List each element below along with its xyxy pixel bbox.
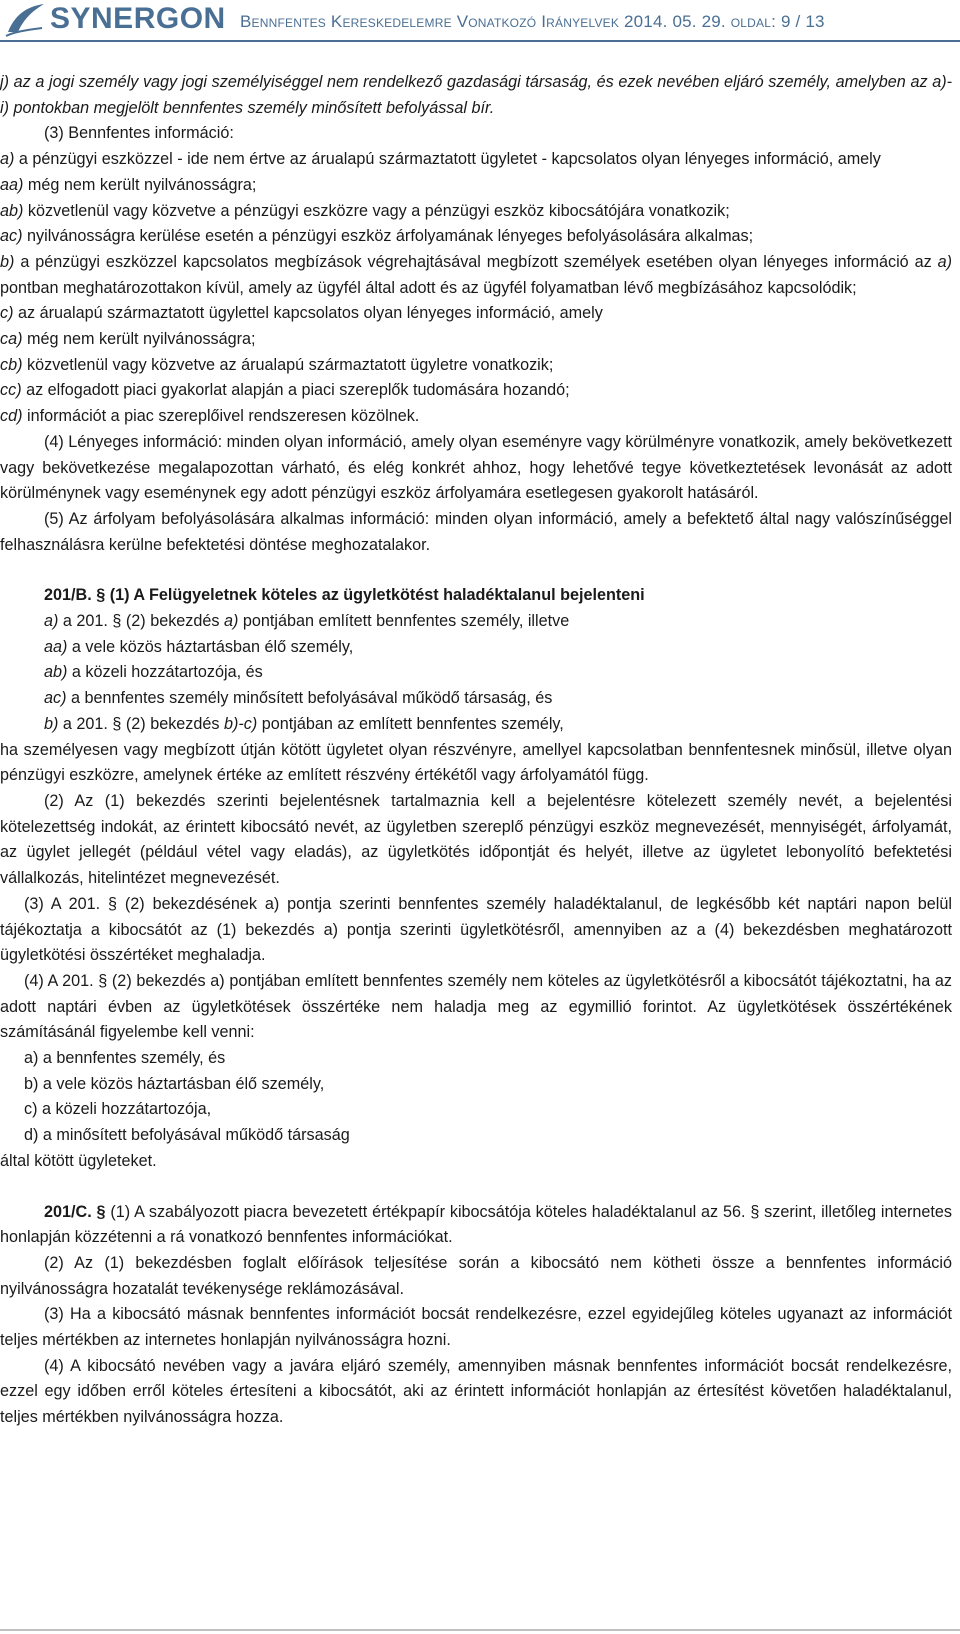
- paragraph-3-c: c) az árualapú származtatott ügylettel kapcsolatos olyan lényeges információ, amely: [0, 304, 603, 323]
- paragraph-3-a: a) a pénzügyi eszközzel - ide nem értve az árualapú származtatott ügyletet - kapcsolatos olyan lényeges információ, amely: [0, 150, 881, 169]
- paragraph-4: (4) Lényeges információ: minden olyan információ, amely olyan eseményre vagy körülményre vonatkozik, amely bekövetkezett vagy bekövetkezése megalapozottan várható, és elég konkrét ahhoz, hogy lehetővé tegye következtetések levonását az adott körülménynek vagy eseménynek egy adott pénzügyi eszköz árfolyamára esetlegesen gyakorolt hatásáról.: [0, 432, 952, 503]
- paragraph-3-cd: cd) információt a piac szereplőivel rendszeresen közölnek.: [0, 407, 420, 426]
- paragraph-3-b: b) a pénzügyi eszközzel kapcsolatos megbízások végrehajtásával megbízott személyek esetében olyan lényeges információ az a) pontban meghatározottakon kívül, amely az ügyfél által adott és az ügyfél folyamatban lévő megbízásához kapcsolódik;: [0, 252, 952, 297]
- section-201b-list-d: d) a minősített befolyásával működő társaság: [24, 1126, 350, 1145]
- section-201b-ac: ac) a bennfentes személy minősített befolyásával működő társaság, és: [44, 689, 553, 708]
- section-gap: [0, 558, 952, 583]
- document-title: Bennfentes Kereskedelemre Vonatkozó Irányelvek 2014. 05. 29. oldal: 9 / 13: [240, 12, 825, 31]
- section-201b-list-b: b) a vele közös háztartásban élő személy,: [24, 1074, 325, 1093]
- synergon-logo-icon: [4, 2, 46, 40]
- section-201b-tail: ha személyesen vagy megbízott útján kötött ügyletet olyan részvényre, amellyel kapcsolatban bennfentesnek minősül, illetve olyan pénzügyi eszközre, amelynek értéke az említett részvény értékétől vagy árfolyamától függ.: [0, 740, 952, 785]
- brand-name: SYNERGON: [50, 2, 226, 35]
- paragraph-3-cb: cb) közvetlenül vagy közvetve az árualapú származtatott ügyletre vonatkozik;: [0, 355, 554, 374]
- section-201b-a: a) a 201. § (2) bekezdés a) pontjában említett bennfentes személy, illetve: [44, 612, 570, 631]
- section-201b-heading: 201/B. § (1) A Felügyeletnek köteles az ügyletkötést haladéktalanul bejelenteni: [44, 586, 645, 605]
- section-201b-paragraph-2: (2) Az (1) bekezdés szerinti bejelentésnek tartalmaznia kell a bejelentésre kötelezett személy nevét, a bejelentési kötelezettség indokát, az érintett kibocsátó nevét, az ügyletben szereplő pénzügyi eszköz megnevezését, mennyiségét, árfolyamát, az ügylet jellegét (például vétel vagy eladás), az ügyletkötés időpontját és helyét, illetve az ügyletet lebonyolító befektetési vállalkozás, hitelintézet megnevezését.: [0, 791, 952, 888]
- section-201b-ab: ab) a közeli hozzátartozója, és: [44, 663, 263, 682]
- section-201c-paragraph-2: (2) Az (1) bekezdésben foglalt előírások teljesítése során a kibocsátó nem kötheti össze a bennfentes információ nyilvánosságra hozatalát tevékenysége reklámozásával.: [0, 1253, 952, 1298]
- section-201b-b: b) a 201. § (2) bekezdés b)-c) pontjában az említett bennfentes személy,: [44, 714, 564, 733]
- section-201b-list-c: c) a közeli hozzátartozója,: [24, 1100, 212, 1119]
- section-201b-aa: aa) a vele közös háztartásban élő személy,: [44, 637, 354, 656]
- section-201c-paragraph-4: (4) A kibocsátó nevében vagy a javára eljáró személy, amennyiben másnak bennfentes információt bocsát rendelkezésre, ezzel egy időben erről köteles értesíteni a kibocsátót, aki az érintett információt honlapján az értesítést követően haladéktalanul, teljes mértékben nyilvánosságra hozza.: [0, 1356, 952, 1427]
- section-201b-list-a: a) a bennfentes személy, és: [24, 1049, 226, 1068]
- section-201c-paragraph-1: 201/C. § (1) A szabályozott piacra bevezetett értékpapír kibocsátója köteles haladéktalanul az 56. § szerint, illetőleg internetes honlapján közzétenni a rá vonatkozó bennfentes információkat.: [0, 1202, 952, 1247]
- paragraph-3-ac: ac) nyilvánosságra kerülése esetén a pénzügyi eszköz árfolyamának lényeges befolyásolására alkalmas;: [0, 227, 754, 246]
- page-header: [0, 0, 960, 42]
- section-201b-paragraph-3: (3) A 201. § (2) bekezdésének a) pontja szerinti bennfentes személy haladéktalanul, de legkésőbb két naptári napon belül tájékoztatja a kibocsátót az (1) bekezdés a) pontja szerinti ügyletkötésről, amennyiben az a (4) bekezdésben meghatározott ügyletkötési összértéket meghaladja.: [0, 894, 952, 965]
- paragraph-3-ab: ab) közvetlenül vagy közvetve a pénzügyi eszközre vagy a pénzügyi eszköz kibocsátójára vonatkozik;: [0, 201, 730, 220]
- footer-divider: [0, 1629, 960, 1631]
- section-gap: [0, 1175, 952, 1200]
- header-divider: [0, 40, 960, 42]
- document-body: [0, 70, 952, 1431]
- paragraph-3-ca: ca) még nem került nyilvánosságra;: [0, 330, 256, 349]
- paragraph-j: j) az a jogi személy vagy jogi személyiséggel nem rendelkező gazdasági társaság, és ezek nevében eljáró személy, amelyben az a)-i) pontokban megjelölt bennfentes személy minősített befolyással bír.: [0, 73, 952, 117]
- section-201c-number: 201/C. §: [44, 1202, 106, 1221]
- paragraph-3-heading: (3) Bennfentes információ:: [44, 124, 234, 143]
- section-201b-paragraph-4: (4) A 201. § (2) bekezdés a) pontjában említett bennfentes személy nem köteles az ügyletkötésről a kibocsátót tájékoztatni, ha az adott naptári évben az ügyletkötések összértéke nem haladja meg az egymillió forintot. Az ügyletkötések összértékének számításánál figyelembe kell venni:: [0, 971, 952, 1042]
- paragraph-5: (5) Az árfolyam befolyásolására alkalmas információ: minden olyan információ, amely a befektető által nagy valószínűséggel felhasználásra kerülne befektetési döntése meghozatalakor.: [0, 509, 952, 554]
- paragraph-3-aa: aa) még nem került nyilvánosságra;: [0, 175, 257, 194]
- paragraph-3-cc: cc) az elfogadott piaci gyakorlat alapján a piaci szereplők tudomására hozandó;: [0, 381, 570, 400]
- section-201c-paragraph-3: (3) Ha a kibocsátó másnak bennfentes információt bocsát rendelkezésre, ezzel egyidejűleg köteles ugyanazt az információt teljes mértékben az internetes honlapján nyilvánosságra hozni.: [0, 1305, 952, 1350]
- section-201b-list-end: által kötött ügyleteket.: [0, 1151, 157, 1170]
